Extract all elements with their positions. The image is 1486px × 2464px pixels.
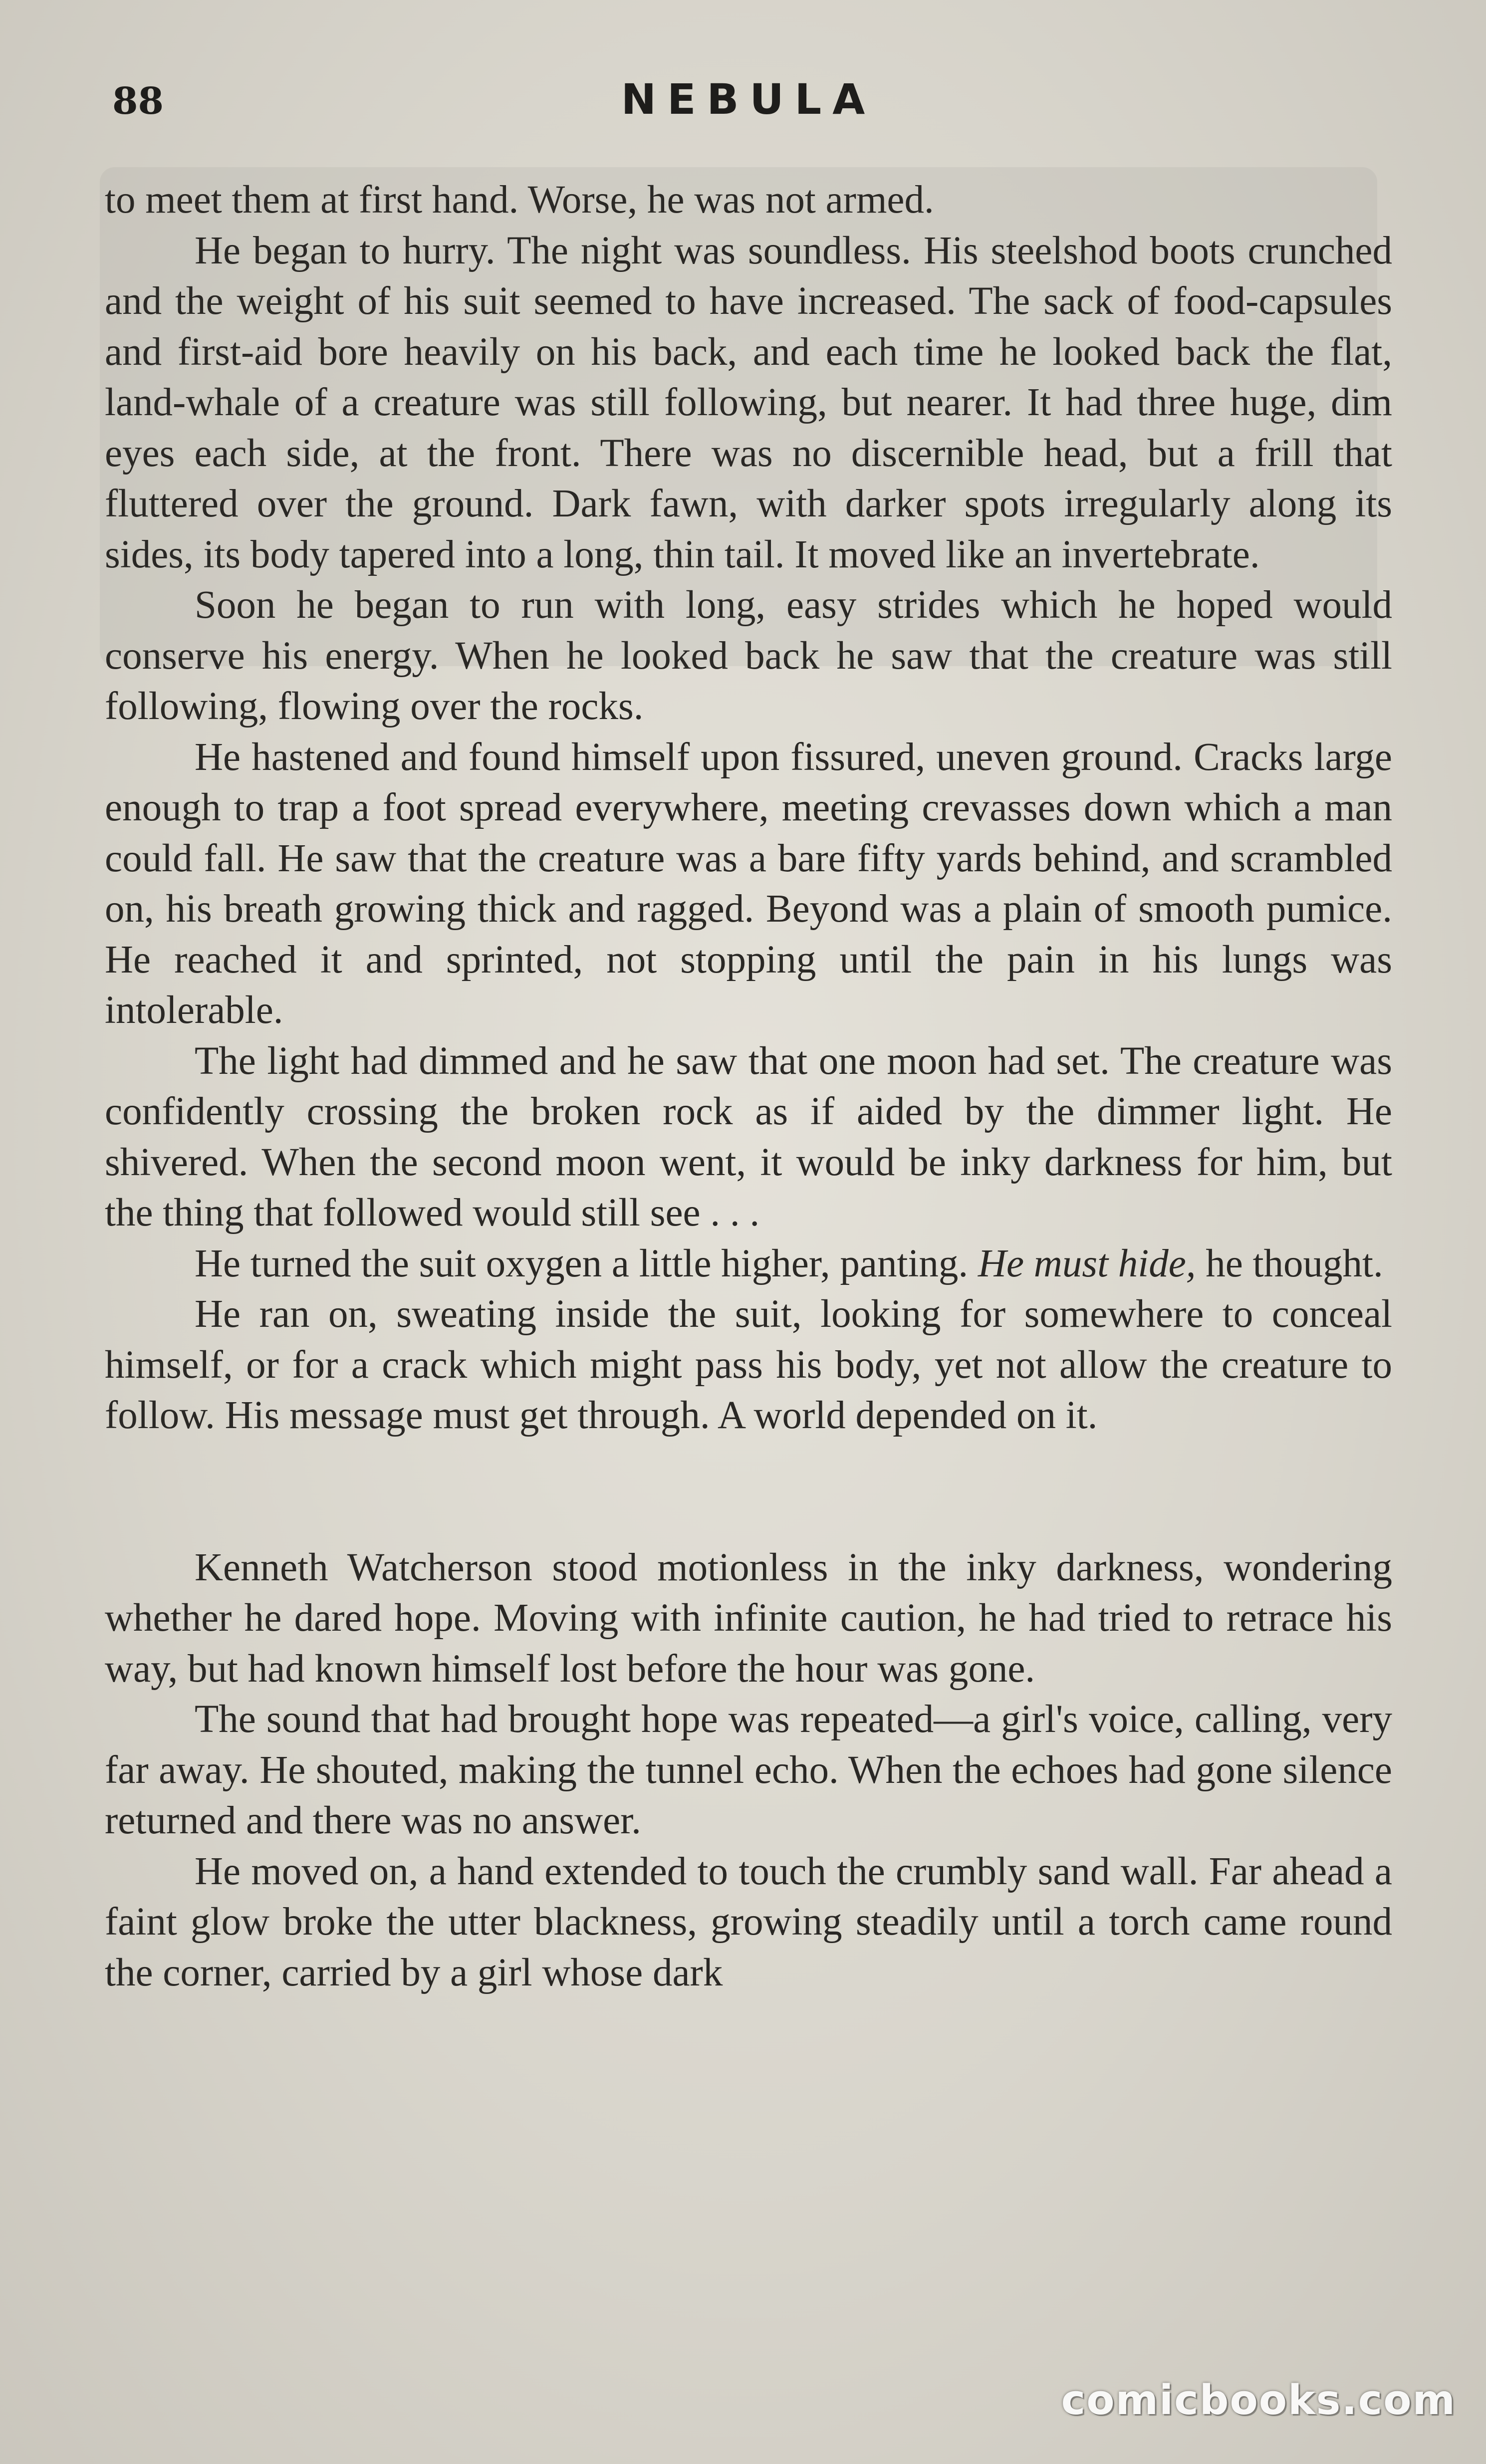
running-head	[0, 70, 1486, 135]
paragraph: The light had dimmed and he saw that one moon had set. The creature was confidently crossing the broken rock as if aided by the dimmer light. He shivered. When the second moon went, it would be inky darkness for him, but the thing that followed would still see . . .	[105, 1039, 1392, 1234]
paragraph: He ran on, sweating inside the suit, looking for somewhere to conceal himself, or for a crack which might pass his body, yet not allow the creature to follow. His message must get through. A world depended on it.	[105, 1292, 1392, 1437]
page-number: 88	[112, 80, 164, 123]
paragraph: Kenneth Watcherson stood motionless in the inky darkness, wondering whether he dared hope. Moving with infinite caution, he had tried to retrace his way, but had known himself lost before the hour was gone.	[105, 1545, 1392, 1691]
paragraph-text: He turned the suit oxygen a little higher, panting.	[195, 1241, 969, 1285]
story-text	[105, 175, 1392, 1998]
paragraph-text: he thought.	[1206, 1241, 1383, 1285]
paragraph: He began to hurry. The night was soundless. His steelshod boots crunched and the weight of his suit seemed to have increased. The sack of food-capsules and first-aid bore heavily on his back, and each time he looked back the flat, land-whale of a creature was still following, but nearer. It had three huge, dim eyes each side, at the front. There was no discernible head, but a frill that fluttered over the ground. Dark fawn, with darker spots irregularly along its sides, its body tapered into a long, thin tail. It moved like an invertebrate.	[105, 229, 1392, 576]
paragraph: He moved on, a hand extended to touch the crumbly sand wall. Far ahead a faint glow broke the utter blackness, growing steadily until a torch came round the corner, carried by a girl whose dark	[105, 1849, 1392, 1994]
paragraph: The sound that had brought hope was repeated—a girl's voice, calling, very far away. He shouted, making the tunnel echo. When the echoes had gone silence returned and there was no answer.	[105, 1698, 1392, 1842]
paragraph: Soon he began to run with long, easy strides which he hoped would conserve his energy. When he looked back he saw that the creature was still following, flowing over the rocks.	[105, 583, 1392, 728]
italic-thought: He must hide,	[978, 1241, 1196, 1285]
paragraph: to meet them at first hand. Worse, he was not armed.	[105, 178, 934, 222]
magazine-title: NEBULA	[621, 75, 876, 124]
paragraph	[105, 1238, 1392, 1289]
site-watermark: comicbooks.com	[1061, 2377, 1456, 2424]
paragraph: He hastened and found himself upon fissured, uneven ground. Cracks large enough to trap a foot spread everywhere, meeting crevasses down which a man could fall. He saw that the creature was a bare fifty yards behind, and scrambled on, his breath growing thick and ragged. Beyond was a plain of smooth pumice. He reached it and sprinted, not stopping until the pain in his lungs was intolerable.	[105, 735, 1392, 1032]
